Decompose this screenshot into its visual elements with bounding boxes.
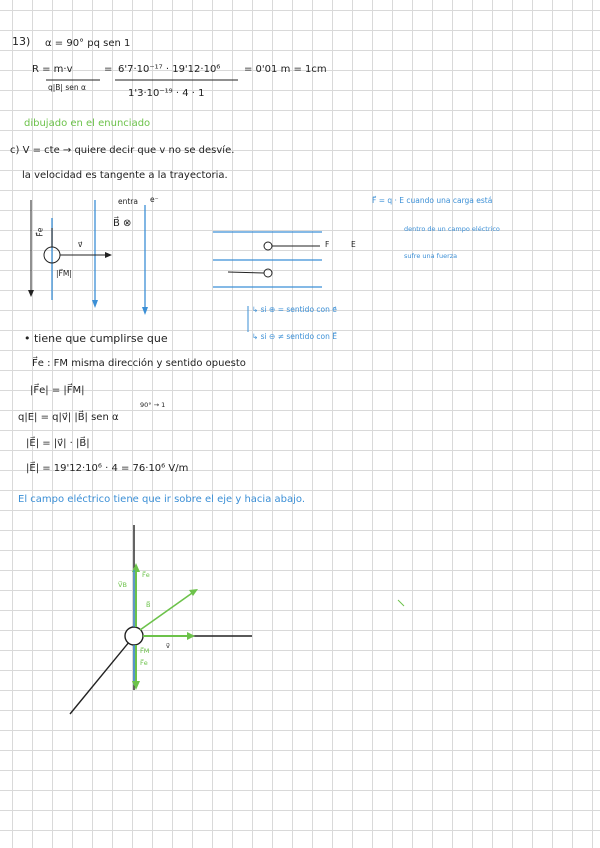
derivation-line-1: • tiene que cumplirse que — [24, 332, 168, 345]
fe-top-label: F⃗e — [142, 571, 150, 579]
v-axis-label: v⃗ — [166, 642, 170, 650]
field-e-label: E — [351, 240, 356, 249]
derivation-line-2: F⃗e : FM misma dirección y sentido opuesto — [32, 358, 246, 369]
b-label: B⃗ — [146, 601, 151, 609]
fm-axis-label: F⃗M — [140, 647, 150, 655]
blue-conclusion: El campo eléctrico tiene que ir sobre el eje y hacia abajo. — [18, 494, 305, 505]
derivation-line-3: |F⃗e| = |F⃗M| — [30, 385, 85, 396]
vb-label: V⃗B — [118, 581, 127, 589]
side-note-line-1: F⃗ = q · E cuando una carga está — [372, 196, 493, 205]
fm-label: |F⃗M| — [56, 269, 72, 278]
part-c: c) V = cte → quiere decir que v no se desvíe. — [10, 145, 235, 156]
angle-note: 90° → 1 — [140, 401, 166, 409]
radius-lhs: R = m·v — [32, 64, 73, 75]
tangent-line: la velocidad es tangente a la trayectoria. — [22, 170, 228, 181]
side-note-line-3: sufre una fuerza — [404, 252, 458, 260]
radius-rhs-num: 6'7·10⁻¹⁷ · 19'12·10⁶ — [118, 64, 221, 75]
b-field-label: B⃗ ⊗ — [113, 218, 132, 229]
e-label: e⁻ — [150, 195, 159, 204]
entra-label: entra — [118, 197, 138, 206]
plus-note: ↳ si ⊕ = sentido con e⃗ — [252, 305, 337, 314]
v-label: v⃗ — [78, 240, 83, 249]
side-note-line-2: dentro de un campo eléctrico — [404, 225, 500, 233]
radius-result: = 0'01 m = 1cm — [244, 64, 327, 75]
radius-rhs-den: 1'3·10⁻¹⁹ · 4 · 1 — [128, 88, 205, 99]
radius-lhs-den: q|B| sen α — [48, 83, 86, 92]
problem-number: 13) — [12, 35, 31, 48]
green-note: dibujado en el enunciado — [24, 118, 151, 129]
axes-diagram — [70, 525, 404, 714]
fe-label: F⃗e — [35, 227, 45, 237]
f-label: F — [325, 240, 330, 249]
fe-bottom-label: F⃗e — [140, 659, 148, 667]
derivation-line-4: q|E| = q|v⃗| |B⃗| sen α — [18, 412, 119, 423]
derivation-line-6: |E⃗| = 19'12·10⁶ · 4 = 76·10⁶ V/m — [26, 463, 189, 474]
minus-note: ↳ si ⊖ ≠ sentido con E⃗ — [252, 332, 338, 341]
alpha-line: α = 90° pq sen 1 — [45, 38, 131, 49]
middle-field-diagram — [213, 232, 322, 332]
derivation-line-5: |E⃗| = |v⃗| · |B⃗| — [26, 438, 90, 449]
equals-sign: = — [104, 64, 113, 75]
